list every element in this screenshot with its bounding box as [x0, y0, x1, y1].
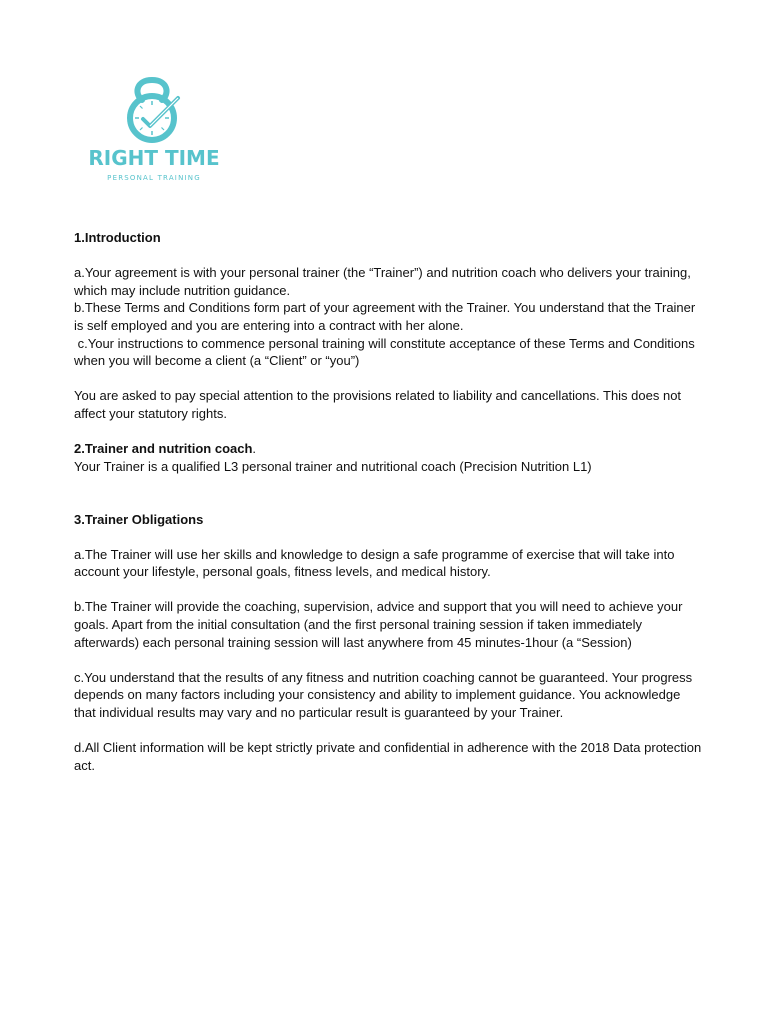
section-2-heading-suffix: . [252, 441, 257, 457]
section-1-clause-b: b.These Terms and Conditions form part of your agreement with the Trainer. You understand that the Trainer is self employed and you are entering into a contract with her alone. [74, 300, 696, 333]
kettlebell-clock-icon [122, 76, 186, 144]
section-3-clause-b: b.The Trainer will provide the coaching, supervision, advice and support that you will need to achieve your goals. Apart from the initial consultation (and the first personal training session if taken immediately afterwards) each personal training session will last anywhere from 45 minutes-1hour (a “Session) [74, 599, 683, 650]
section-1-heading: 1.Introduction [74, 230, 161, 245]
section-3-clause-c: c.You understand that the results of any fitness and nutrition coaching cannot be guaranteed. Your progress depends on many factors including your consistency and ability to implement guidance. You acknowledge that individual results may vary and no particular result is guaranteed by your Trainer. [74, 669, 693, 721]
brand-logo [84, 76, 224, 188]
document-body [74, 229, 704, 774]
logo-subtitle: PERSONAL TRAINING [107, 174, 201, 182]
section-3-heading: 3.Trainer Obligations [74, 511, 204, 527]
section-1-clause-a: a.Your agreement is with your personal trainer (the “Trainer”) and nutrition coach who delivers your training, which may include nutrition guidance. [74, 265, 691, 298]
section-2-heading-line [74, 440, 704, 458]
section-1-clause-c: c.Your instructions to commence personal training will constitute acceptance of these Terms and Conditions when you will become a client (a “Client” or “you”) [74, 335, 699, 369]
section-3-clause-d: d.All Client information will be kept strictly private and confidential in adherence with the 2018 Data protection act. [74, 740, 702, 773]
section-2-body: Your Trainer is a qualified L3 personal trainer and nutritional coach (Precision Nutrition L1) [74, 458, 592, 474]
section-3-clause-a: a.The Trainer will use her skills and knowledge to design a safe programme of exercise that will take into account your lifestyle, personal goals, fitness levels, and medical history. [74, 546, 675, 580]
section-2-heading: 2.Trainer and nutrition coach [74, 441, 253, 457]
section-1-note: You are asked to pay special attention to the provisions related to liability and cancellations. This does not affect your statutory rights. [74, 388, 682, 421]
logo-title: RIGHT TIME [88, 146, 220, 170]
